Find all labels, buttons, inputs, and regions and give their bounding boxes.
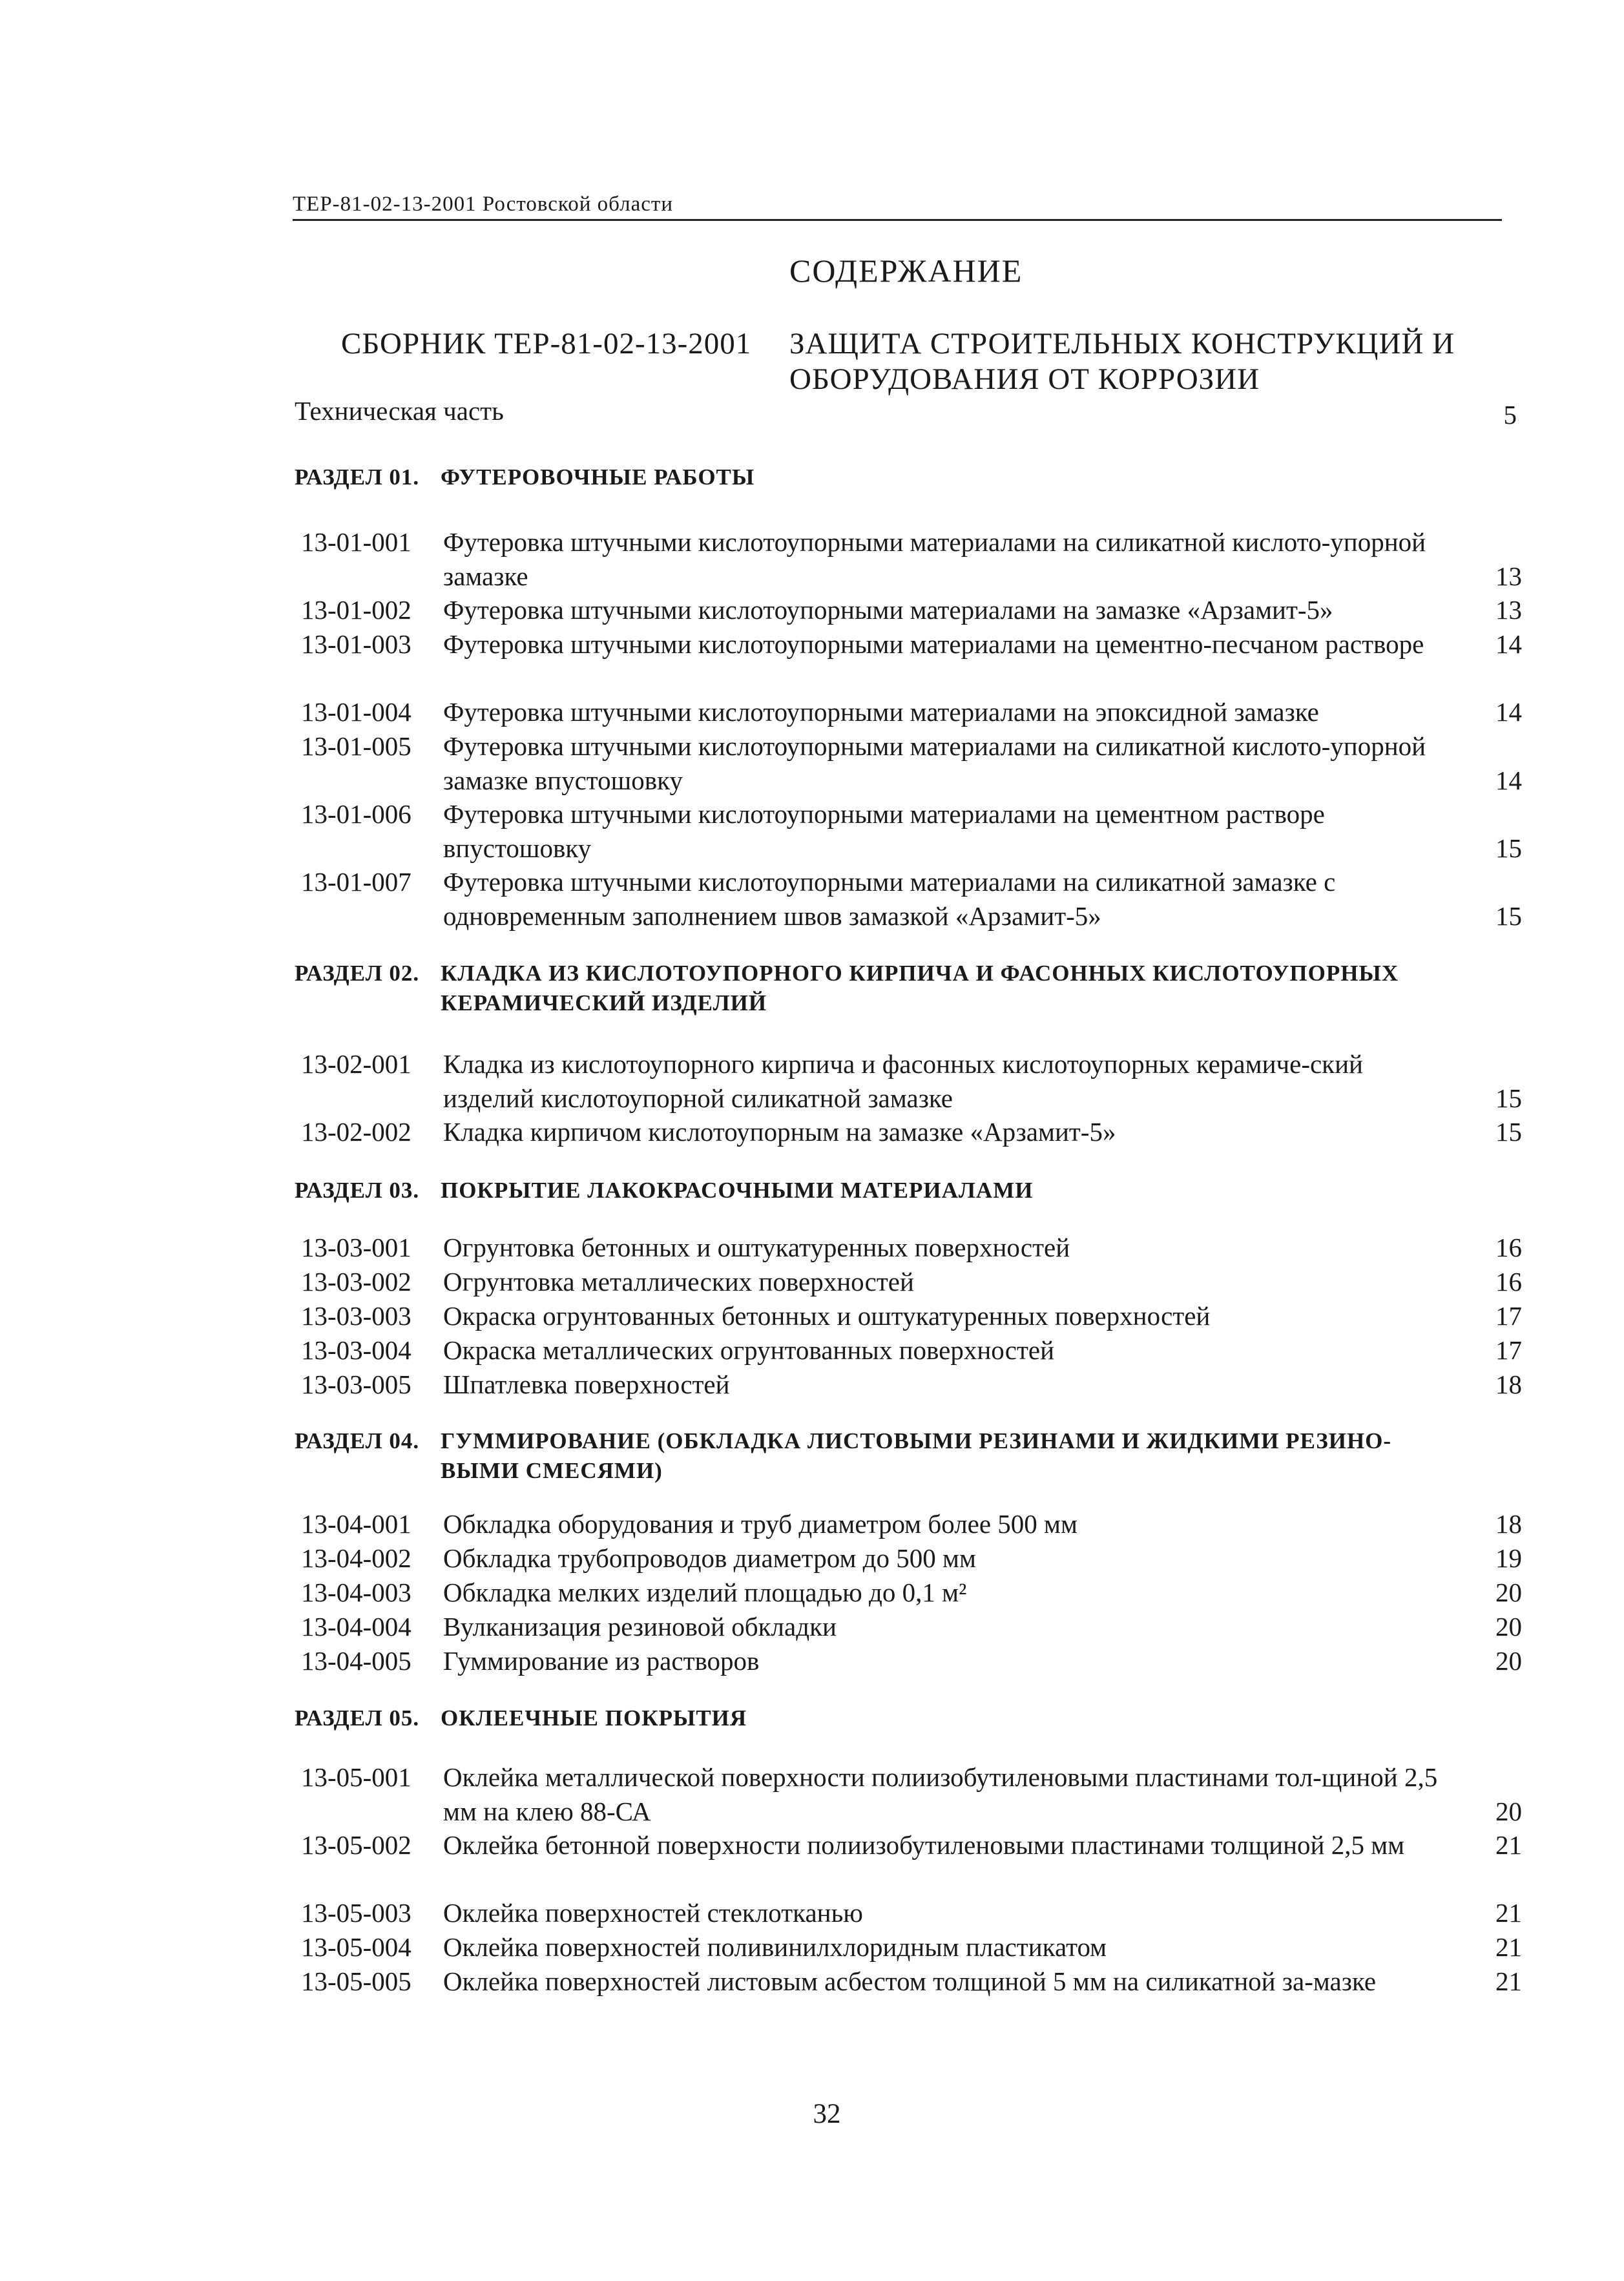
entry-title: Футеровка штучными кислотоупорными материалами на цементном растворе впустошовку xyxy=(443,799,1325,863)
entry-title: Оклейка бетонной поверхности полиизобутиленовыми пластинами толщиной 2,5 мм xyxy=(443,1830,1405,1860)
entry-page: 15 xyxy=(1495,1117,1522,1147)
entry-title: Обкладка трубопроводов диаметром до 500 мм xyxy=(443,1543,976,1573)
entry-code: 13-05-003 xyxy=(301,1898,411,1928)
entry-title: Футеровка штучными кислотоупорными материалами на силикатной кислото-упорной замазке впустошовку xyxy=(443,731,1426,795)
entry-code: 13-05-002 xyxy=(301,1830,411,1860)
entry-code: 13-01-007 xyxy=(301,867,411,897)
section-number: РАЗДЕЛ 04. xyxy=(295,1428,420,1453)
entry-code: 13-04-003 xyxy=(301,1578,411,1607)
toc-entry-13-03-003[interactable] xyxy=(301,1299,1522,1333)
toc-entry-13-02-002[interactable] xyxy=(301,1115,1522,1149)
entry-title: Оклейка металлической поверхности полиизобутиленовыми пластинами тол-щиной 2,5 мм на клею 88-СА xyxy=(443,1762,1438,1826)
section-number: РАЗДЕЛ 03. xyxy=(295,1178,420,1203)
entry-page: 14 xyxy=(1495,766,1522,795)
entry-code: 13-01-001 xyxy=(301,527,411,557)
section-heading-04 xyxy=(295,1426,1522,1486)
entry-title: Оклейка поверхностей поливинилхлоридным пластикатом xyxy=(443,1932,1107,1962)
entry-page: 20 xyxy=(1495,1578,1522,1607)
entry-page: 20 xyxy=(1495,1646,1522,1676)
toc-entry-13-01-006[interactable] xyxy=(301,797,1522,866)
toc-entry-13-01-004[interactable] xyxy=(301,695,1522,729)
entry-title: Окраска металлических огрунтованных поверхностей xyxy=(443,1335,1055,1365)
entry-code: 13-03-002 xyxy=(301,1267,411,1297)
entry-title: Гуммирование из растворов xyxy=(443,1646,760,1676)
entry-title: Обкладка оборудования и труб диаметром более 500 мм xyxy=(443,1509,1077,1539)
entry-page: 15 xyxy=(1495,901,1522,931)
entry-title: Огрунтовка бетонных и оштукатуренных поверхностей xyxy=(443,1233,1070,1262)
running-head: ТЕР-81-02-13-2001 Ростовской области xyxy=(293,193,1502,221)
entry-page: 18 xyxy=(1495,1509,1522,1539)
section-number: РАЗДЕЛ 02. xyxy=(295,961,420,986)
entry-page: 15 xyxy=(1495,833,1522,863)
entry-page: 13 xyxy=(1495,595,1522,625)
toc-entry-13-04-001[interactable] xyxy=(301,1507,1522,1541)
toc-entry-13-01-001[interactable] xyxy=(301,525,1522,594)
entry-title: Кладка из кислотоупорного кирпича и фасонных кислотоупорных керамиче-ский изделий кислотоупорной силикатной замазке xyxy=(443,1049,1363,1113)
technical-part-label: Техническая часть xyxy=(295,396,504,426)
section-heading-01 xyxy=(295,463,1522,492)
entry-title: Шпатлевка поверхностей xyxy=(443,1370,730,1399)
section-title: ГУММИРОВАНИЕ (ОБКЛАДКА ЛИСТОВЫМИ РЕЗИНАМИ И ЖИДКИМИ РЕЗИНО-ВЫМИ СМЕСЯМИ) xyxy=(441,1428,1392,1483)
collection-title: ЗАЩИТА СТРОИТЕЛЬНЫХ КОНСТРУКЦИЙ И ОБОРУДОВАНИЯ ОТ КОРРОЗИИ xyxy=(789,327,1455,396)
toc-entry-13-04-003[interactable] xyxy=(301,1576,1522,1610)
collection-code: СБОРНИК ТЕР-81-02-13-2001 xyxy=(341,327,752,360)
entry-code: 13-01-005 xyxy=(301,731,411,761)
section-number: РАЗДЕЛ 05. xyxy=(295,1705,420,1731)
entry-code: 13-03-003 xyxy=(301,1301,411,1331)
entry-page: 17 xyxy=(1495,1335,1522,1365)
section-heading-03 xyxy=(295,1176,1522,1205)
section-number: РАЗДЕЛ 01. xyxy=(295,464,420,490)
toc-entry-13-05-002[interactable] xyxy=(301,1828,1522,1862)
entry-code: 13-02-002 xyxy=(301,1117,411,1147)
entry-code: 13-01-002 xyxy=(301,595,411,625)
entry-code: 13-03-001 xyxy=(301,1233,411,1262)
toc-entry-13-03-005[interactable] xyxy=(301,1368,1522,1402)
section-title: КЛАДКА ИЗ КИСЛОТОУПОРНОГО КИРПИЧА И ФАСОННЫХ КИСЛОТОУПОРНЫХ КЕРАМИЧЕСКИЙ ИЗДЕЛИЙ xyxy=(441,961,1399,1016)
section-heading-02 xyxy=(295,959,1522,1018)
toc-entry-13-04-004[interactable] xyxy=(301,1610,1522,1644)
toc-entry-13-01-005[interactable] xyxy=(301,729,1522,798)
entry-page: 21 xyxy=(1495,1932,1522,1962)
entry-code: 13-04-005 xyxy=(301,1646,411,1676)
entry-page: 19 xyxy=(1495,1543,1522,1573)
entry-code: 13-05-001 xyxy=(301,1762,411,1792)
entry-page: 21 xyxy=(1495,1898,1522,1928)
section-title: ФУТЕРОВОЧНЫЕ РАБОТЫ xyxy=(441,464,755,490)
entry-page: 16 xyxy=(1495,1267,1522,1297)
entry-page: 21 xyxy=(1495,1966,1522,1996)
entry-title: Футеровка штучными кислотоупорными материалами на силикатной кислото-упорной замазке xyxy=(443,527,1426,591)
entry-page: 14 xyxy=(1495,697,1522,727)
toc-entry-13-01-003[interactable] xyxy=(301,627,1522,661)
entry-page: 20 xyxy=(1495,1612,1522,1641)
toc-entry-13-05-005[interactable] xyxy=(301,1964,1522,1999)
toc-entry-13-01-007[interactable] xyxy=(301,865,1522,933)
entry-code: 13-03-005 xyxy=(301,1370,411,1399)
entry-title: Кладка кирпичом кислотоупорным на замазке «Арзамит-5» xyxy=(443,1117,1116,1147)
toc-entry-13-03-004[interactable] xyxy=(301,1333,1522,1368)
toc-entry-13-03-002[interactable] xyxy=(301,1265,1522,1299)
entry-code: 13-01-004 xyxy=(301,697,411,727)
entry-page: 20 xyxy=(1495,1797,1522,1826)
toc-entry-13-04-005[interactable] xyxy=(301,1644,1522,1678)
entry-code: 13-05-004 xyxy=(301,1932,411,1962)
entry-page: 13 xyxy=(1495,561,1522,591)
entry-title: Оклейка поверхностей листовым асбестом толщиной 5 мм на силикатной за-мазке xyxy=(443,1966,1377,1996)
entry-title: Вулканизация резиновой обкладки xyxy=(443,1612,837,1641)
entry-page: 14 xyxy=(1495,629,1522,659)
section-heading-05 xyxy=(295,1703,1522,1733)
entry-title: Окраска огрунтованных бетонных и оштукатуренных поверхностей xyxy=(443,1301,1211,1331)
section-title: ОКЛЕЕЧНЫЕ ПОКРЫТИЯ xyxy=(441,1705,747,1731)
toc-entry-13-01-002[interactable] xyxy=(301,593,1522,627)
entry-code: 13-04-002 xyxy=(301,1543,411,1573)
entry-title: Футеровка штучными кислотоупорными материалами на силикатной замазке с одновременным заполнением швов замазкой «Арзамит-5» xyxy=(443,867,1336,931)
entry-page: 18 xyxy=(1495,1370,1522,1399)
toc-entry-13-05-003[interactable] xyxy=(301,1896,1522,1930)
entry-code: 13-01-006 xyxy=(301,799,411,829)
entry-page: 16 xyxy=(1495,1233,1522,1262)
entry-page: 21 xyxy=(1495,1830,1522,1860)
toc-entry-13-04-002[interactable] xyxy=(301,1541,1522,1576)
entry-page: 15 xyxy=(1495,1083,1522,1113)
entry-code: 13-04-001 xyxy=(301,1509,411,1539)
entry-title: Обкладка мелких изделий площадью до 0,1 м² xyxy=(443,1578,967,1607)
toc-entry-13-05-001[interactable] xyxy=(301,1760,1522,1829)
toc-entry-13-02-001[interactable] xyxy=(301,1047,1522,1116)
toc-entry-13-05-004[interactable] xyxy=(301,1930,1522,1964)
entry-code: 13-04-004 xyxy=(301,1612,411,1641)
entry-title: Оклейка поверхностей стеклотканью xyxy=(443,1898,863,1928)
section-title: ПОКРЫТИЕ ЛАКОКРАСОЧНЫМИ МАТЕРИАЛАМИ xyxy=(441,1178,1034,1203)
toc-entry-13-03-001[interactable] xyxy=(301,1231,1522,1265)
entry-title: Огрунтовка металлических поверхностей xyxy=(443,1267,914,1297)
entry-title: Футеровка штучными кислотоупорными материалами на замазке «Арзамит-5» xyxy=(443,595,1333,625)
entry-page: 17 xyxy=(1495,1301,1522,1331)
entry-code: 13-01-003 xyxy=(301,629,411,659)
entry-title: Футеровка штучными кислотоупорными материалами на цементно-песчаном растворе xyxy=(443,629,1424,659)
entry-code: 13-03-004 xyxy=(301,1335,411,1365)
entry-title: Футеровка штучными кислотоупорными материалами на эпоксидной замазке xyxy=(443,697,1319,727)
entry-code: 13-02-001 xyxy=(301,1049,411,1079)
page-title: СОДЕРЖАНИЕ xyxy=(789,253,1023,289)
technical-part-page: 5 xyxy=(1503,400,1517,430)
entry-code: 13-05-005 xyxy=(301,1966,411,1996)
page-number: 32 xyxy=(813,2099,841,2129)
